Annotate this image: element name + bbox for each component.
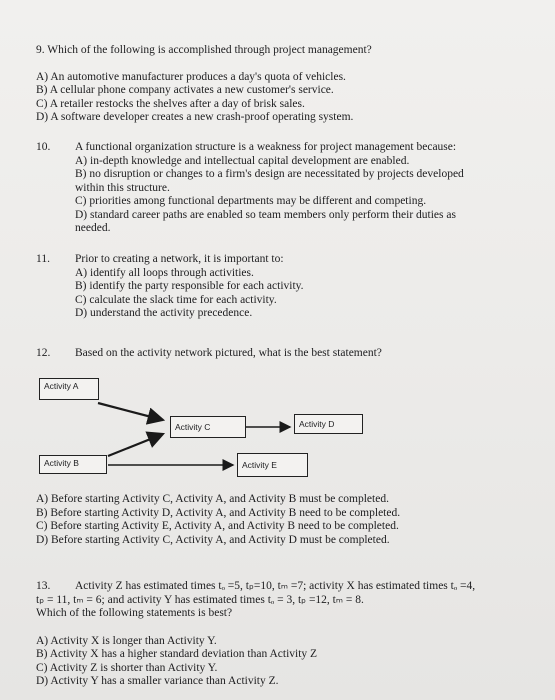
question-13-option-d: D) Activity Y has a smaller variance than Activity Z. — [36, 675, 279, 687]
question-13-line-3: Which of the following statements is best? — [36, 607, 233, 619]
question-10-line: within this structure. — [75, 181, 170, 194]
question-9-option-d: D) A software developer creates a new crash-proof operating system. — [36, 111, 354, 123]
arrow-a-to-c — [98, 403, 163, 420]
question-12-stem: Based on the activity network pictured, what is the best statement? — [75, 347, 382, 359]
question-10-stem: A functional organization structure is a weakness for project management because: — [75, 141, 457, 153]
question-10-line: B) no disruption or changes to a firm's design are necessitated by projects developed — [75, 168, 464, 180]
question-12-option-b: B) Before starting Activity D, Activity A, and Activity B need to be completed. — [36, 506, 401, 519]
question-9-option-a: A) An automotive manufacturer produces a day's quota of vehicles. — [36, 70, 346, 83]
question-11-option-c: C) calculate the slack time for each activity. — [75, 293, 277, 306]
question-13-option-b: B) Activity X has a higher standard deviation than Activity Z — [36, 648, 318, 660]
question-9-option-b: B) A cellular phone company activates a new customer's service. — [36, 84, 334, 96]
question-13-option-c: C) Activity Z is shorter than Activity Y. — [36, 661, 218, 674]
question-9-option-c: C) A retailer restocks the shelves after a day of brisk sales. — [36, 97, 305, 110]
arrow-b-to-c — [108, 434, 163, 456]
question-9-stem: 9. Which of the following is accomplished through project management? — [36, 44, 372, 56]
activity-a-box: Activity A — [39, 378, 99, 400]
question-13-option-a: A) Activity X is longer than Activity Y. — [36, 634, 217, 647]
question-13-line-2: tₚ = 11, tₘ = 6; and activity Y has estimated times tₒ = 3, tₚ =12, tₘ = 8. — [36, 593, 364, 606]
activity-network-diagram — [38, 374, 378, 484]
question-10-number: 10. — [36, 141, 51, 153]
question-11-option-d: D) understand the activity precedence. — [75, 307, 253, 319]
question-13 — [36, 580, 516, 689]
question-12-option-c: C) Before starting Activity E, Activity A, and Activity B need to be completed. — [36, 520, 399, 532]
question-10-line: needed. — [75, 222, 111, 234]
question-13-text-1: Activity Z has estimated times tₒ =5, tₚ=10, tₘ =7; activity X has estimated times tₒ =4, — [75, 580, 476, 592]
question-12-option-d: D) Before starting Activity C, Activity A, and Activity D must be completed. — [36, 533, 390, 546]
question-11-option-a: A) identify all loops through activities. — [75, 266, 254, 279]
question-10-line: D) standard career paths are enabled so team members only perform their duties as — [75, 208, 456, 221]
question-12-option-a: A) Before starting Activity C, Activity A, and Activity B must be completed. — [36, 493, 389, 505]
question-10-line: A) in-depth knowledge and intellectual capital development are enabled. — [75, 154, 410, 167]
question-12-options — [36, 493, 476, 547]
question-11-stem: Prior to creating a network, it is important to: — [75, 253, 284, 265]
question-11-option-b: B) identify the party responsible for each activity. — [75, 280, 304, 292]
question-13-line-1 — [36, 580, 516, 594]
question-12-number: 12. — [36, 347, 51, 359]
activity-b-box: Activity B — [39, 455, 107, 474]
activity-e-box: Activity E — [237, 453, 308, 477]
question-10-line: C) priorities among functional departments may be different and competing. — [75, 195, 427, 207]
question-9 — [36, 44, 536, 125]
activity-c-box: Activity C — [170, 416, 246, 438]
activity-d-box: Activity D — [294, 414, 363, 434]
question-11-number: 11. — [36, 253, 50, 265]
question-13-number: 13. — [36, 580, 51, 592]
